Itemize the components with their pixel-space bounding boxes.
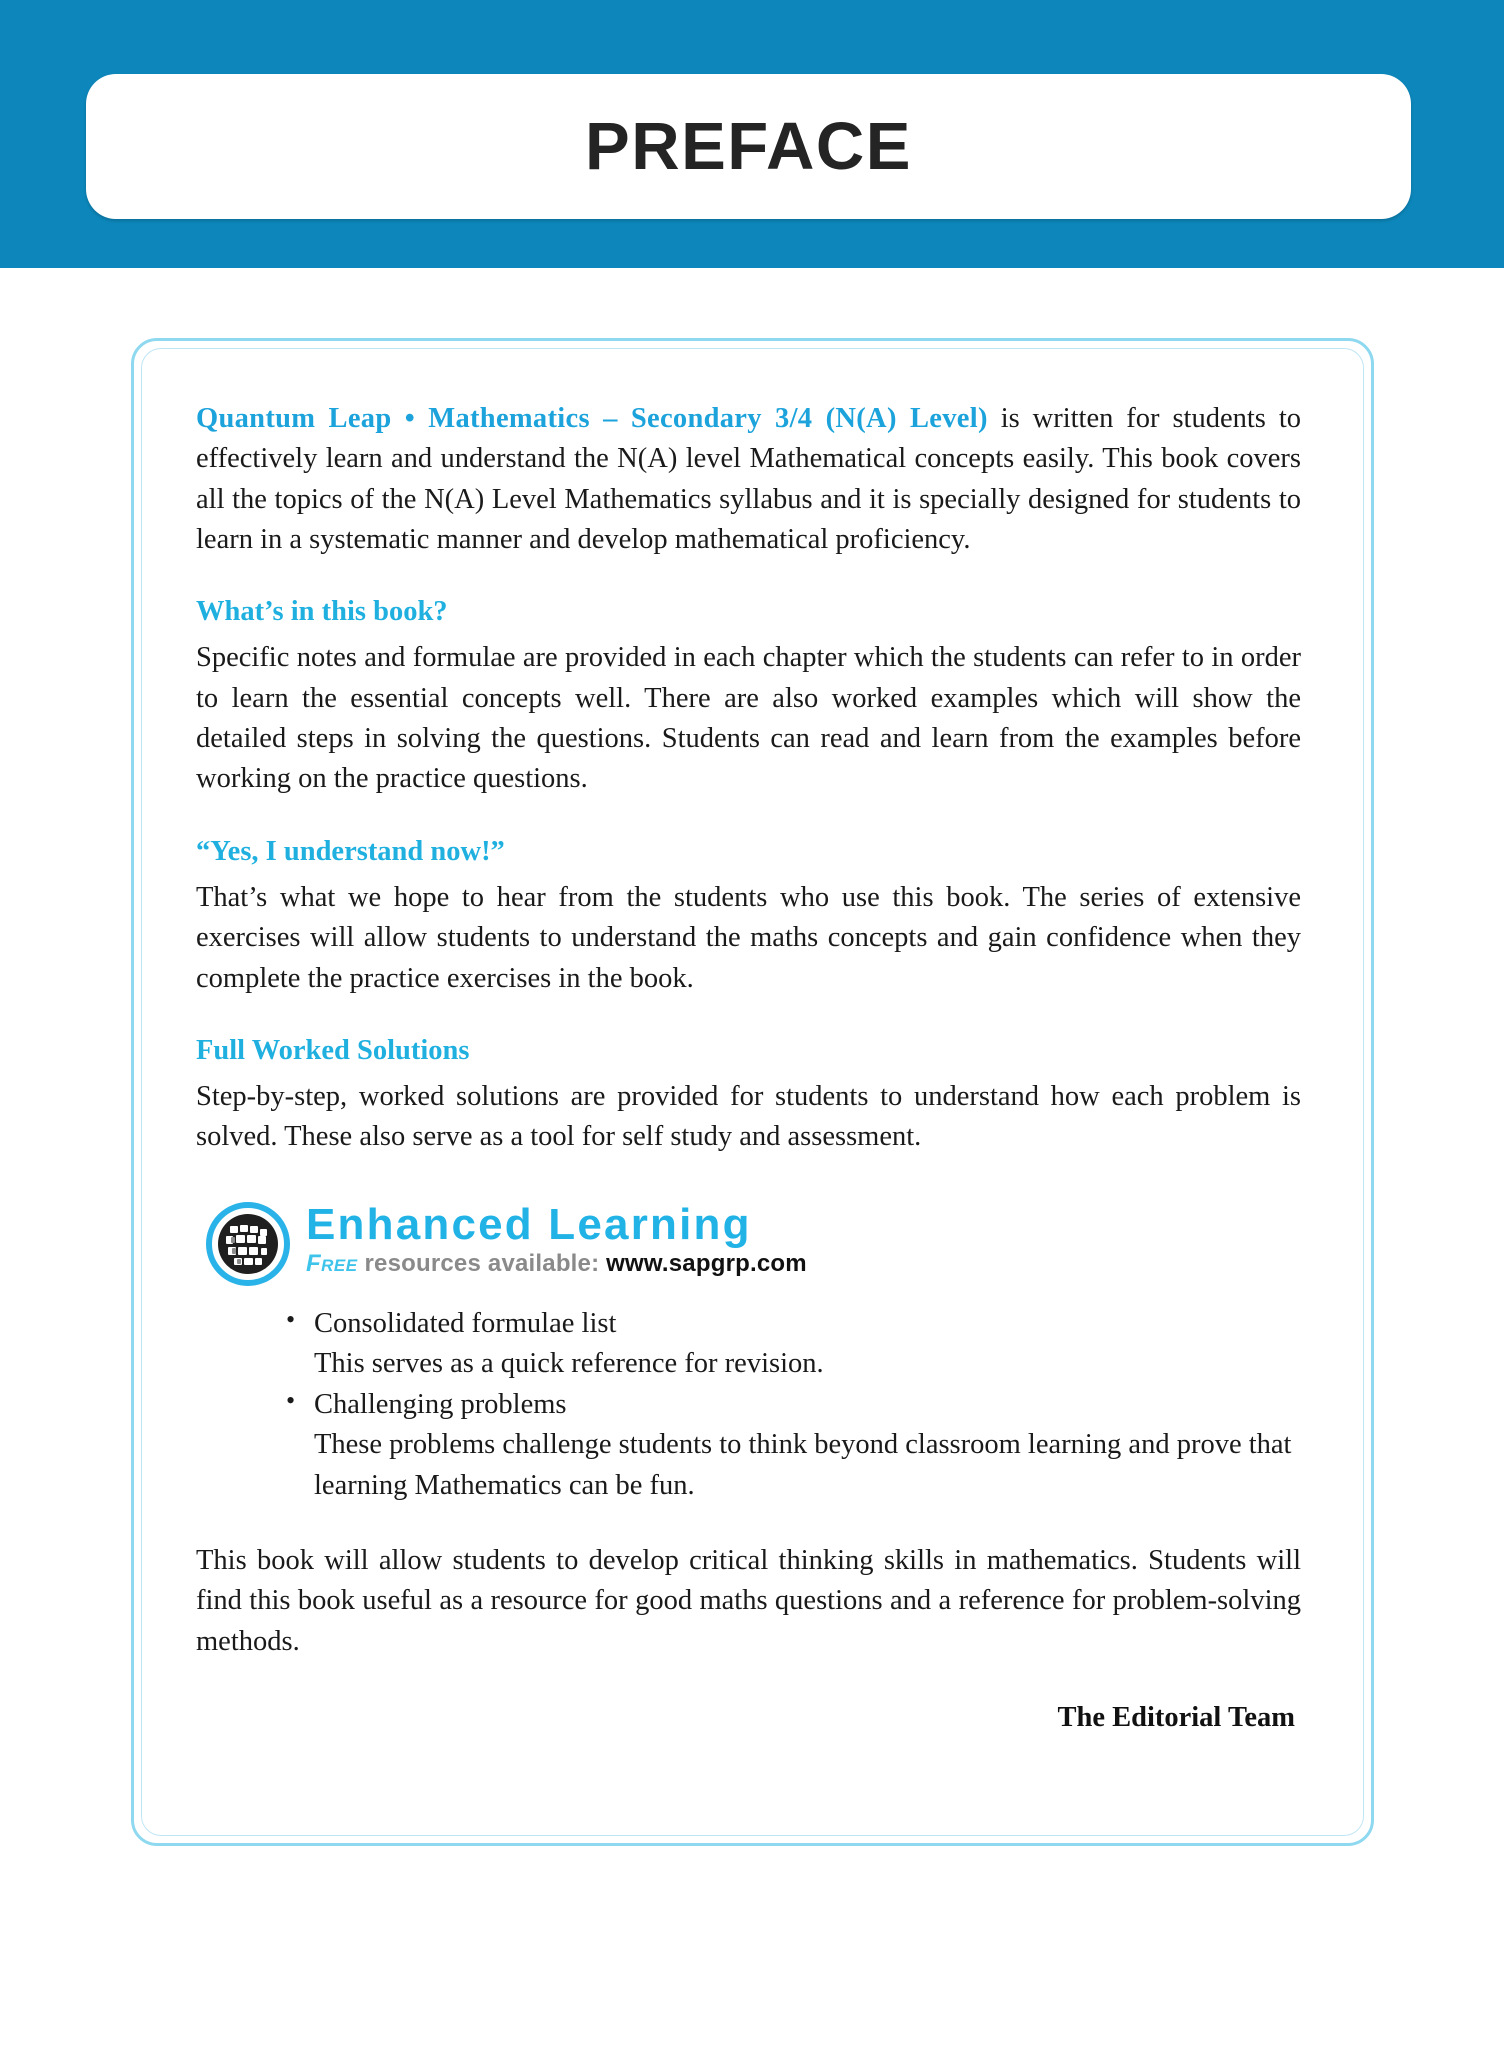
section-body-yes-i-understand-now: That’s what we hope to hear from the students who use this book. The series of extensive exercises will allow students to understand the maths concepts and gain confidence when they complete the practice exercises in the book. <box>196 881 1301 994</box>
preface-body <box>196 399 1301 1734</box>
page-title: PREFACE <box>585 109 912 184</box>
spacer <box>196 800 1301 835</box>
page-title-plate <box>86 74 1411 219</box>
spacer <box>196 560 1301 595</box>
section-body-whats-in-this-book: Specific notes and formulae are provided in each chapter which the students can refer to in order to learn the essential concepts well. There are also worked examples which will show the detailed steps in solving the questions. Students can read and learn from the examples before working on the practice questions. <box>196 642 1301 795</box>
spacer <box>196 869 1301 878</box>
editorial-team-signature: The Editorial Team <box>1057 1701 1295 1733</box>
book-title-run: Quantum Leap • Mathematics – Secondary 3/4 (N(A) Level) <box>196 403 988 434</box>
list-item <box>314 1304 1301 1385</box>
tagline-website-url[interactable]: www.sapgrp.com <box>606 1249 807 1277</box>
intro-paragraph-text: is written for students to effectively learn and understand the N(A) level Mathematical concepts easily. This book covers all the topics of the N(A) Level Mathematics syllabus and it is specially designed for students to learn in a systematic manner and develop mathematical proficiency. <box>196 403 1301 555</box>
enhanced-learning-logo <box>206 1199 1301 1286</box>
tagline-resources-text: resources available: <box>357 1249 607 1277</box>
preface-content-card <box>131 338 1374 1846</box>
section-body-full-worked-solutions: Step-by-step, worked solutions are provided for students to understand how each problem is solved. These also serve as a tool for self study and assessment. <box>196 1081 1301 1153</box>
list-item-detail: This serves as a quick reference for revision. <box>314 1348 824 1380</box>
enhanced-learning-wordmark <box>306 1199 807 1279</box>
list-item-label: Challenging problems <box>314 1388 567 1420</box>
spacer <box>196 1506 1301 1541</box>
section-heading-yes-i-understand-now: “Yes, I understand now!” <box>196 835 505 867</box>
spacer <box>196 999 1301 1034</box>
list-item-detail: These problems challenge students to think beyond classroom learning and prove that learning Mathematics can be fun. <box>314 1429 1292 1501</box>
enhanced-learning-feature-list <box>196 1304 1301 1506</box>
spacer <box>196 1068 1301 1077</box>
enhanced-learning-tagline <box>306 1250 807 1279</box>
list-item <box>314 1385 1301 1506</box>
page-header-underline <box>0 262 1504 268</box>
intro-paragraph <box>196 399 1301 560</box>
spacer <box>196 1158 1301 1202</box>
spacer <box>196 629 1301 638</box>
tagline-free-word: Free <box>306 1249 358 1277</box>
section-heading-whats-in-this-book: What’s in this book? <box>196 596 448 628</box>
section-heading-full-worked-solutions: Full Worked Solutions <box>196 1034 470 1066</box>
closing-paragraph: This book will allow students to develop critical thinking skills in mathematics. Students will find this book useful as a resource for good maths questions and a reference for problem-solving methods. <box>196 1544 1301 1657</box>
globe-grid-icon <box>206 1202 290 1286</box>
enhanced-learning-title: Enhanced Learning <box>306 1199 752 1249</box>
list-item-label: Consolidated formulae list <box>314 1307 617 1339</box>
